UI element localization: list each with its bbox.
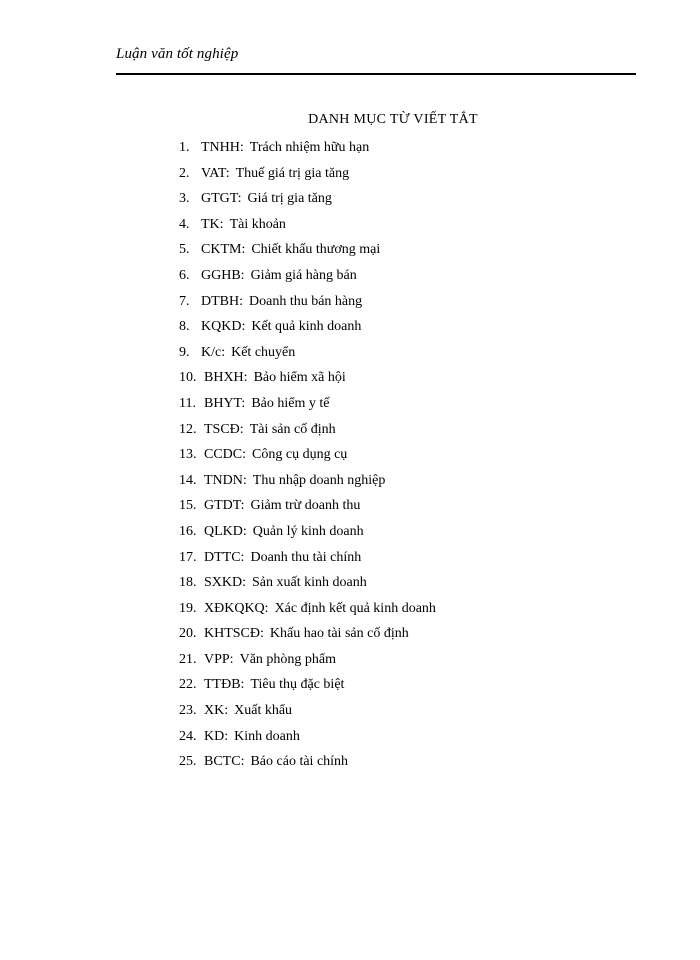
list-item [179,752,436,778]
abbreviation-code: GTGT: [201,191,242,207]
list-item [179,164,436,190]
list-item [179,599,436,625]
item-number: 24. [179,728,197,744]
abbreviation-meaning: Xuất khẩu [234,703,293,719]
abbreviation-meaning: Thuế giá trị gia tăng [235,165,350,181]
item-number: 3. [179,191,190,207]
abbreviation-code: DTTC: [204,549,245,565]
list-item [179,471,436,497]
item-number: 10. [179,370,197,386]
item-number: 11. [179,395,196,411]
abbreviation-code: GGHB: [201,267,245,283]
abbreviation-meaning: Bảo hiểm y tế [251,395,330,411]
item-number: 12. [179,421,197,437]
item-number: 25. [179,754,197,770]
item-number: 8. [179,319,190,335]
abbreviation-meaning: Thu nhập doanh nghiệp [252,472,386,488]
item-number: 15. [179,498,197,514]
item-number: 18. [179,575,197,591]
list-item [179,522,436,548]
abbreviation-code: TNDN: [204,472,247,488]
item-number: 23. [179,703,197,719]
list-item [179,317,436,343]
abbreviation-code: KHTSCĐ: [204,626,264,642]
list-item [179,701,436,727]
list-item [179,215,436,241]
abbreviation-code: BHYT: [204,395,246,411]
abbreviation-meaning: Báo cáo tài chính [250,754,349,770]
abbreviation-meaning: Doanh thu bán hàng [249,293,363,309]
list-item [179,138,436,164]
abbreviation-code: CKTM: [201,242,246,258]
abbreviation-code: KD: [204,728,229,744]
list-item [179,266,436,292]
item-number: 22. [179,677,197,693]
item-number: 2. [179,165,190,181]
abbreviation-meaning: Giảm trừ doanh thu [250,498,361,514]
page-title: DANH MỤC TỪ VIẾT TẮT [308,112,478,127]
item-number: 7. [179,293,190,309]
list-item [179,189,436,215]
list-item [179,240,436,266]
list-item [179,573,436,599]
abbreviation-meaning: Bảo hiểm xã hội [253,370,346,386]
abbreviation-meaning: Tiêu thụ đặc biệt [250,677,345,693]
abbreviation-meaning: Doanh thu tài chính [250,549,362,565]
abbreviation-code: QLKD: [204,523,247,539]
abbreviation-meaning: Kết quả kinh doanh [251,319,362,335]
abbreviation-code: TK: [201,216,224,232]
abbreviation-code: XĐKQKQ: [204,600,269,616]
list-item [179,548,436,574]
abbreviation-code: GTDT: [204,498,245,514]
abbreviation-code: XK: [204,703,229,719]
abbreviation-meaning: Văn phòng phẩm [239,651,337,667]
list-item [179,292,436,318]
abbreviation-meaning: Tài khoản [229,216,286,232]
list-item [179,496,436,522]
abbreviation-code: KQKD: [201,319,246,335]
abbreviation-meaning: Công cụ dụng cụ [252,447,348,463]
list-item [179,675,436,701]
abbreviation-list [179,138,436,778]
item-number: 1. [179,140,190,155]
list-item [179,624,436,650]
list-item [179,650,436,676]
abbreviation-code: CCDC: [204,447,247,463]
abbreviation-code: BCTC: [204,754,245,770]
abbreviation-code: VPP: [204,651,234,667]
abbreviation-code: K/c: [201,344,226,360]
abbreviation-meaning: Giá trị gia tăng [247,191,332,207]
abbreviation-meaning: Kết chuyển [231,344,296,360]
item-number: 16. [179,523,197,539]
list-item [179,394,436,420]
abbreviation-code: TTĐB: [204,677,245,693]
abbreviation-code: TSCĐ: [204,421,244,437]
list-item [179,445,436,471]
abbreviation-code: SXKD: [204,575,247,591]
abbreviation-meaning: Quản lý kinh doanh [252,523,364,539]
item-number: 21. [179,651,197,667]
abbreviation-meaning: Xác định kết quả kinh doanh [274,600,436,616]
abbreviation-meaning: Kinh doanh [234,728,300,744]
item-number: 13. [179,447,197,463]
list-item [179,368,436,394]
header-divider [116,73,636,75]
abbreviation-meaning: Giảm giá hàng bán [250,267,357,283]
abbreviation-code: TNHH: [201,140,244,155]
item-number: 5. [179,242,190,258]
abbreviation-code: BHXH: [204,370,248,386]
abbreviation-code: DTBH: [201,293,243,309]
item-number: 14. [179,472,197,488]
running-header: Luận văn tốt nghiệp [116,46,239,62]
item-number: 9. [179,344,190,360]
abbreviation-meaning: Khấu hao tài sản cố định [269,626,409,642]
item-number: 19. [179,600,197,616]
abbreviation-meaning: Sản xuất kinh doanh [252,575,367,591]
item-number: 4. [179,216,190,232]
list-item [179,343,436,369]
item-number: 20. [179,626,197,642]
list-item [179,420,436,446]
list-item [179,727,436,753]
item-number: 6. [179,267,190,283]
abbreviation-meaning: Tài sản cố định [249,421,336,437]
abbreviation-meaning: Trách nhiệm hữu hạn [249,140,370,155]
abbreviation-code: VAT: [201,165,230,181]
item-number: 17. [179,549,197,565]
abbreviation-meaning: Chiết khấu thương mại [251,242,381,258]
